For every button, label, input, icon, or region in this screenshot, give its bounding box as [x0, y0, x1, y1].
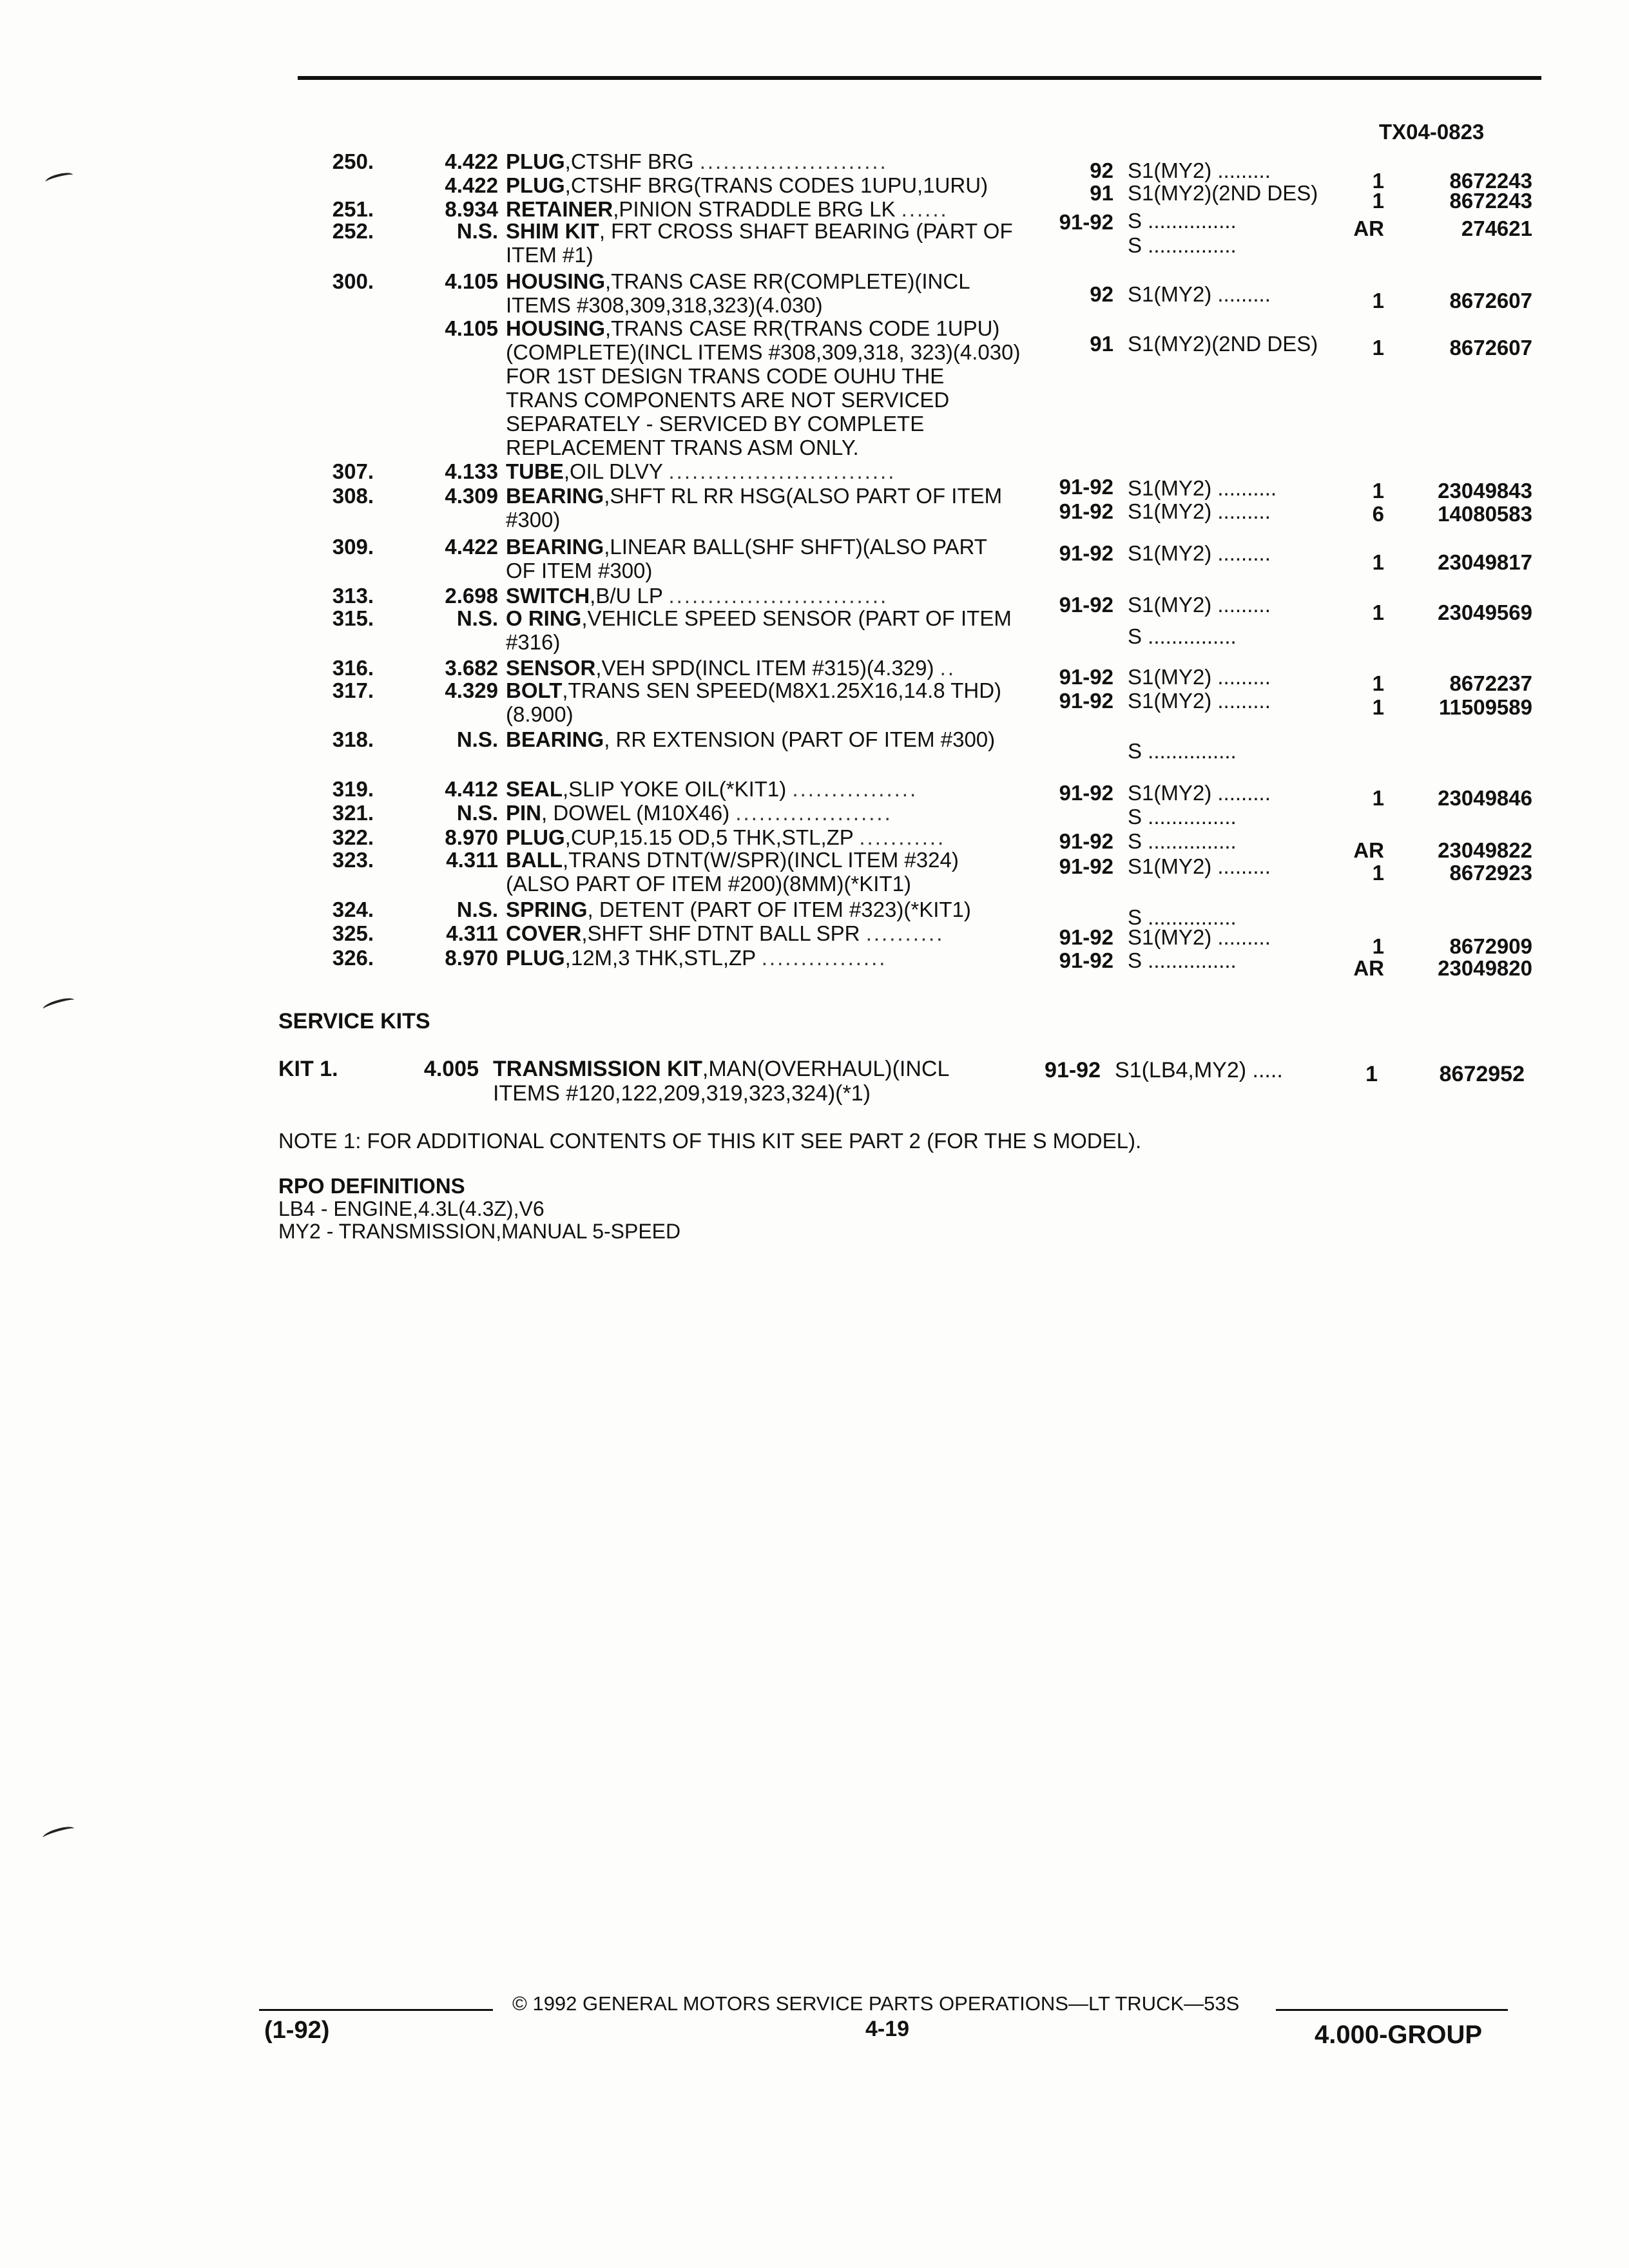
part-details: ,PINION STRADDLE BRG LK — [613, 197, 896, 221]
part-details: ,SLIP YOKE OIL(*KIT1) — [563, 777, 787, 801]
part-number: 274621 — [1461, 216, 1532, 240]
revision-date: (1-92) — [264, 2017, 330, 2044]
part-details: ,12M,3 THK,STL,ZP — [564, 946, 756, 970]
item-number: 315. — [332, 606, 374, 630]
item-number: 313. — [332, 584, 374, 608]
item-number: 300. — [332, 269, 374, 293]
group-label: 4.000-GROUP — [1315, 2021, 1483, 2049]
usage-code: S1(MY2) ......... — [1128, 925, 1271, 949]
group-code: 4.422 — [445, 149, 498, 173]
usage-code: S ............... — [1128, 233, 1237, 257]
part-name: PLUG — [506, 149, 565, 173]
usage-code: S1(MY2) ......... — [1128, 665, 1271, 689]
part-number: 8672909 — [1449, 934, 1532, 958]
item-number: 317. — [332, 678, 374, 702]
group-code: 4.105 — [445, 316, 498, 340]
item-number: 251. — [332, 197, 374, 221]
model-years: 92 — [1090, 159, 1113, 182]
item-number: 322. — [332, 825, 374, 849]
part-number: 8672237 — [1449, 671, 1532, 695]
part-description — [506, 825, 1021, 849]
group-code: 4.311 — [446, 848, 498, 872]
model-years: 91-92 — [1059, 925, 1113, 949]
part-name: HOUSING — [506, 269, 606, 293]
part-details: , DETENT (PART OF ITEM #323)(*KIT1) — [587, 898, 971, 921]
rpo-definition: LB4 - ENGINE,4.3L(4.3Z),V6 — [278, 1197, 545, 1220]
leader-dots: ........................ — [699, 149, 888, 173]
leader-dots: ............................ — [668, 584, 889, 608]
part-number: 23049569 — [1438, 601, 1532, 624]
item-number: 321. — [332, 801, 374, 825]
binder-mark — [42, 1824, 75, 1841]
quantity: 1 — [1372, 671, 1384, 695]
part-description — [506, 535, 1021, 582]
group-code: N.S. — [456, 219, 498, 243]
part-description — [506, 921, 1021, 945]
leader-dots: .................... — [735, 801, 892, 825]
group-code: 2.698 — [445, 584, 498, 608]
part-name: HOUSING — [506, 316, 606, 340]
part-details: , DOWEL (M10X46) — [541, 801, 730, 825]
usage-code: S1(MY2)(2ND DES) — [1128, 181, 1318, 205]
leader-dots: ................ — [761, 946, 887, 970]
part-description — [506, 946, 1021, 970]
group-code: 4.329 — [445, 678, 498, 702]
part-name: PLUG — [506, 825, 565, 849]
kit-description — [493, 1057, 996, 1106]
item-number: 252. — [332, 219, 374, 243]
part-name: SEAL — [506, 777, 563, 801]
group-code: 4.309 — [445, 484, 498, 508]
quantity: 1 — [1372, 695, 1384, 719]
quantity: 1 — [1372, 550, 1384, 574]
part-name: SHIM KIT — [506, 219, 599, 243]
part-number: 8672952 — [1439, 1062, 1525, 1086]
kit-note: NOTE 1: FOR ADDITIONAL CONTENTS OF THIS KIT SEE PART 2 (FOR THE S MODEL). — [278, 1129, 1142, 1153]
model-years: 91-92 — [1059, 948, 1113, 972]
part-name: BOLT — [506, 678, 563, 702]
part-name: BEARING — [506, 484, 604, 508]
footer-rule-right — [1276, 2009, 1508, 2011]
part-number: 8672607 — [1449, 289, 1532, 312]
part-number: 11509589 — [1438, 695, 1532, 719]
part-details: ,B/U LP — [590, 584, 663, 608]
part-details: ,TRANS CASE RR(COMPLETE)(INCL ITEMS #308,309,318,323)(4.030) — [506, 269, 970, 317]
binder-mark — [42, 995, 75, 1013]
part-details: ,SHFT RL RR HSG(ALSO PART OF ITEM #300) — [506, 484, 1003, 532]
group-code: 8.970 — [445, 825, 498, 849]
part-name: PIN — [506, 801, 542, 825]
part-details: ,OIL DLVY — [563, 459, 663, 483]
kit-label: KIT 1. — [278, 1057, 338, 1081]
part-details: ,CUP,15.15 OD,5 THK,STL,ZP — [564, 825, 854, 849]
model-years: 91-92 — [1059, 854, 1113, 878]
rpo-definition: MY2 - TRANSMISSION,MANUAL 5-SPEED — [278, 1220, 681, 1243]
usage-code: S ............... — [1128, 624, 1237, 648]
model-years: 91-92 — [1059, 475, 1113, 499]
model-years: 91-92 — [1045, 1058, 1101, 1082]
group-code: 8.970 — [445, 946, 498, 970]
model-years: 91-92 — [1059, 665, 1113, 689]
usage-code: S1(MY2) ......... — [1128, 854, 1271, 878]
usage-code: S ............... — [1128, 209, 1237, 233]
quantity: AR — [1353, 838, 1384, 862]
usage-code: S1(MY2)(2ND DES) — [1128, 332, 1318, 356]
part-description — [506, 149, 1021, 173]
part-description — [506, 584, 1021, 608]
part-description — [506, 678, 1021, 726]
part-number: 23049820 — [1438, 956, 1532, 980]
part-number: 23049846 — [1438, 786, 1532, 810]
usage-code: S1(LB4,MY2) ..... — [1115, 1058, 1283, 1082]
usage-code: S ............... — [1128, 739, 1237, 763]
part-details: ,VEHICLE SPEED SENSOR (PART OF ITEM #316) — [506, 606, 1012, 654]
part-number: 8672923 — [1449, 861, 1532, 885]
quantity: 1 — [1372, 934, 1384, 958]
leader-dots: ................ — [792, 777, 918, 801]
footer-rule-left — [259, 2009, 493, 2011]
quantity: 1 — [1372, 786, 1384, 810]
leader-dots: ........... — [859, 825, 946, 849]
part-number: 23049843 — [1438, 479, 1532, 503]
part-name: BEARING — [506, 727, 604, 751]
quantity: 1 — [1372, 336, 1384, 360]
model-years: 91-92 — [1059, 541, 1113, 565]
model-years: 91-92 — [1059, 689, 1113, 713]
item-number: 325. — [332, 921, 374, 945]
model-years: 91-92 — [1059, 829, 1113, 853]
group-code: 4.005 — [423, 1057, 479, 1081]
part-details: , RR EXTENSION (PART OF ITEM #300) — [604, 727, 996, 751]
rpo-definitions-heading: RPO DEFINITIONS — [278, 1174, 465, 1198]
item-number: 316. — [332, 656, 374, 680]
item-number: 319. — [332, 777, 374, 801]
model-years: 91 — [1090, 181, 1113, 205]
part-description — [506, 173, 1021, 197]
part-description — [506, 269, 1021, 317]
group-code: 4.412 — [445, 777, 498, 801]
copyright-notice: © 1992 GENERAL MOTORS SERVICE PARTS OPERATIONS—LT TRUCK—53S — [512, 1992, 1240, 2015]
part-name: BEARING — [506, 535, 604, 559]
part-name: TUBE — [506, 459, 564, 483]
usage-code: S ............... — [1128, 829, 1237, 853]
group-code: 3.682 — [445, 656, 498, 680]
leader-dots: ............................. — [668, 459, 896, 483]
group-code: 4.422 — [445, 535, 498, 559]
part-description — [506, 484, 1021, 532]
part-number: 14080583 — [1438, 502, 1532, 526]
part-details: ,LINEAR BALL(SHF SHFT)(ALSO PART OF ITEM #300) — [506, 535, 987, 582]
item-number: 308. — [332, 484, 374, 508]
part-name: RETAINER — [506, 197, 613, 221]
model-years: 91-92 — [1059, 593, 1113, 617]
quantity: 1 — [1365, 1062, 1378, 1086]
item-number: 309. — [332, 535, 374, 559]
part-name: BALL — [506, 848, 563, 872]
usage-code: S1(MY2) ......... — [1128, 781, 1271, 805]
kit-name: TRANSMISSION KIT — [493, 1057, 702, 1081]
usage-code: S1(MY2) ......... — [1128, 159, 1271, 182]
group-code: 4.311 — [446, 921, 498, 945]
group-code: N.S. — [456, 727, 498, 751]
kit-details: ,MAN(OVERHAUL)(INCL ITEMS #120,122,209,319,323,324)(*1) — [493, 1057, 949, 1106]
quantity: 1 — [1372, 289, 1384, 312]
usage-code: S ............... — [1128, 948, 1237, 972]
item-number: 250. — [332, 149, 374, 173]
part-details: ,CTSHF BRG — [564, 149, 694, 173]
item-number: 318. — [332, 727, 374, 751]
part-details: ,CTSHF BRG(TRANS CODES 1UPU,1URU) — [564, 173, 988, 197]
part-name: PLUG — [506, 173, 565, 197]
part-name: SWITCH — [506, 584, 590, 608]
usage-code: S ............... — [1128, 905, 1237, 929]
part-name: SPRING — [506, 898, 588, 921]
service-kits-heading: SERVICE KITS — [278, 1009, 430, 1033]
usage-code: S ............... — [1128, 805, 1237, 829]
part-name: PLUG — [506, 946, 565, 970]
quantity: 1 — [1372, 861, 1384, 885]
group-code: 8.934 — [445, 197, 498, 221]
model-years: 91-92 — [1059, 781, 1113, 805]
part-description — [506, 459, 1021, 483]
usage-code: S1(MY2) ......... — [1128, 689, 1271, 713]
group-code: N.S. — [456, 898, 498, 921]
quantity: 1 — [1372, 169, 1384, 193]
page-number: 4-19 — [865, 2017, 910, 2041]
document-id: TX04-0823 — [1379, 120, 1485, 144]
quantity: AR — [1353, 216, 1384, 240]
top-rule — [298, 76, 1541, 80]
quantity: AR — [1353, 956, 1384, 980]
model-years: 92 — [1090, 282, 1113, 306]
part-details: ,TRANS SEN SPEED(M8X1.25X16,14.8 THD)(8.900) — [506, 678, 1002, 726]
part-description — [506, 219, 1021, 267]
part-number: 23049817 — [1438, 550, 1532, 574]
group-code: 4.422 — [445, 173, 498, 197]
group-code: 4.133 — [445, 459, 498, 483]
part-number: 8672243 — [1449, 169, 1532, 193]
part-details: ,VEH SPD(INCL ITEM #315)(4.329) — [595, 656, 934, 680]
part-description — [506, 656, 1021, 680]
part-description — [506, 606, 1021, 654]
part-details: , FRT CROSS SHAFT BEARING (PART OF ITEM #1) — [506, 219, 1013, 267]
part-details: ,TRANS DTNT(W/SPR)(INCL ITEM #324) (ALSO PART OF ITEM #200)(8MM)(*KIT1) — [506, 848, 959, 896]
item-number: 326. — [332, 946, 374, 970]
group-code: N.S. — [456, 606, 498, 630]
binder-mark — [44, 171, 74, 186]
model-years: 91-92 — [1059, 499, 1113, 523]
part-number: 8672243 — [1449, 189, 1532, 213]
leader-dots: .......... — [865, 921, 945, 945]
part-number: 8672607 — [1449, 336, 1532, 360]
quantity: 1 — [1372, 189, 1384, 213]
quantity: 6 — [1372, 502, 1384, 526]
item-number: 323. — [332, 848, 374, 872]
part-name: COVER — [506, 921, 582, 945]
usage-code: S1(MY2) .......... — [1128, 476, 1277, 500]
usage-code: S1(MY2) ......... — [1128, 593, 1271, 617]
part-details: ,SHFT SHF DTNT BALL SPR — [581, 921, 860, 945]
group-code: N.S. — [456, 801, 498, 825]
leader-dots: .. — [940, 656, 956, 680]
leader-dots: ...... — [901, 197, 949, 221]
group-code: 4.105 — [445, 269, 498, 293]
model-years: 91-92 — [1059, 210, 1113, 234]
usage-code: S1(MY2) ......... — [1128, 282, 1271, 306]
quantity: 1 — [1372, 479, 1384, 503]
part-description — [506, 316, 1021, 459]
part-description — [506, 898, 1021, 921]
part-name: SENSOR — [506, 656, 596, 680]
part-description — [506, 197, 1021, 221]
part-number: 23049822 — [1438, 838, 1532, 862]
model-years: 91 — [1090, 332, 1113, 356]
item-number: 307. — [332, 459, 374, 483]
part-description — [506, 777, 1021, 801]
part-description — [506, 801, 1021, 825]
part-details: ,TRANS CASE RR(TRANS CODE 1UPU)(COMPLETE)(INCL ITEMS #308,309,318, 323)(4.030) FOR 1ST DESIGN TRANS CODE OUHU THE TRANS COMPONENTS ARE NOT SERVICED SEPARATELY - SERVICED BY COMPLETE REPLACEMENT TRANS ASM ONLY. — [506, 316, 1021, 459]
part-name: O RING — [506, 606, 582, 630]
usage-code: S1(MY2) ......... — [1128, 541, 1271, 565]
part-description — [506, 727, 1021, 751]
item-number: 324. — [332, 898, 374, 921]
quantity: 1 — [1372, 601, 1384, 624]
usage-code: S1(MY2) ......... — [1128, 499, 1271, 523]
part-description — [506, 848, 1021, 896]
